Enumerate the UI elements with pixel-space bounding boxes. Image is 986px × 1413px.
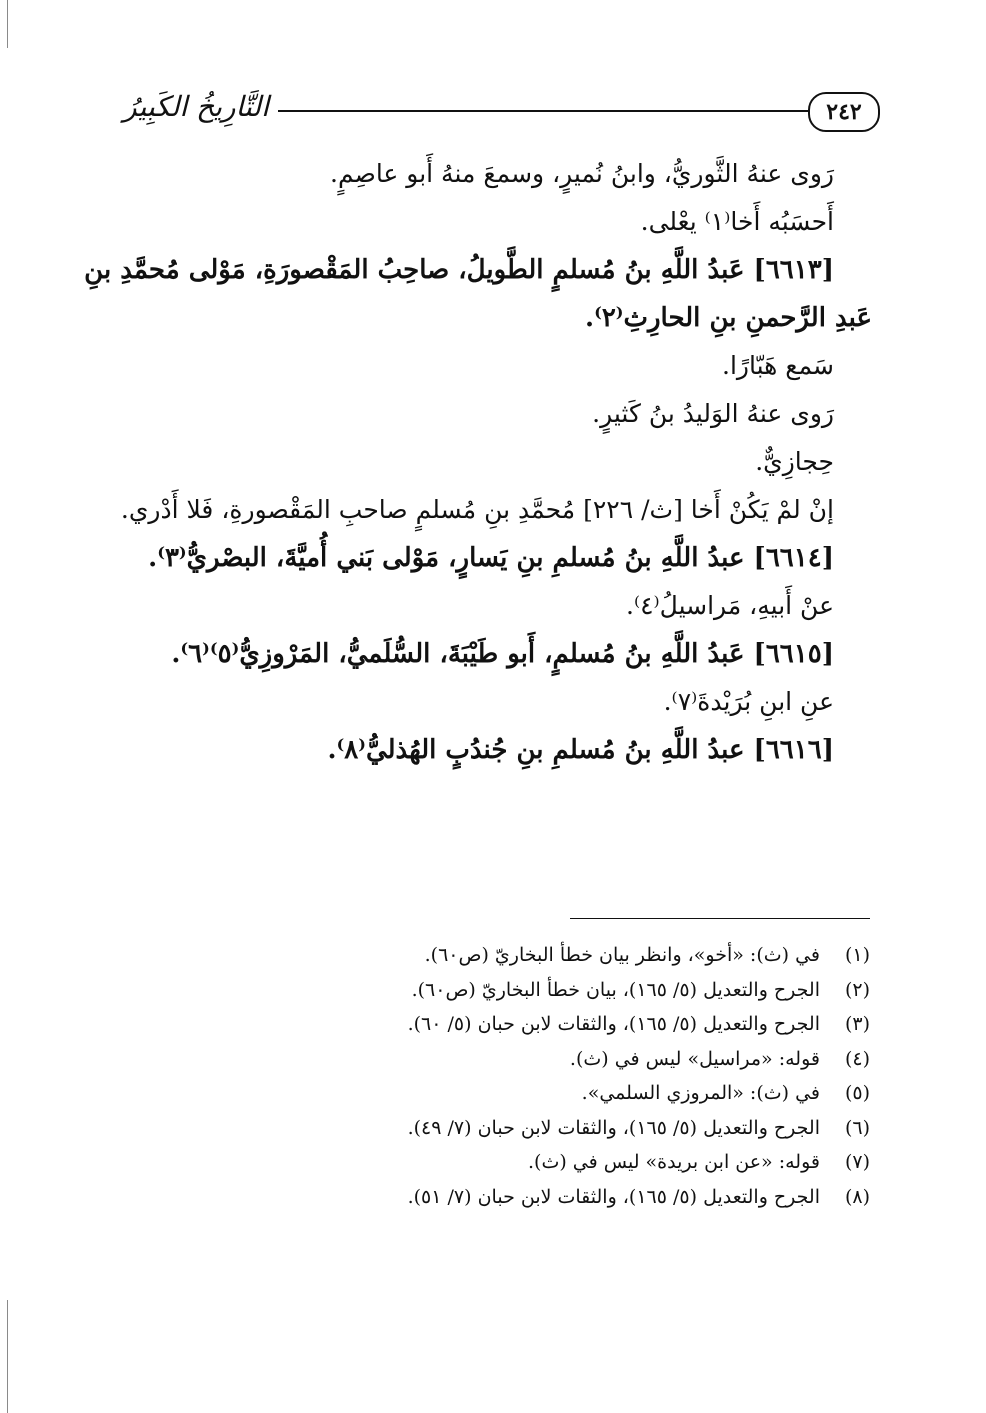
footnote <box>250 938 870 973</box>
footnote-separator <box>570 918 870 919</box>
footnote-text: قوله: «عن ابن بريدة» ليس في (ث). <box>528 1151 820 1173</box>
footnote-text: في (ث): «المروزي السلمي». <box>581 1082 820 1104</box>
text-line: عنِ ابنِ بُرَيْدةَ⁽٧⁾. <box>663 687 834 716</box>
footnote-number: (١) <box>844 944 870 966</box>
footnote-number: (٧) <box>844 1151 870 1173</box>
footnotes <box>250 938 870 1214</box>
footnote <box>250 1180 870 1215</box>
entry-heading-continuation: عَبدِ الرَّحمنِ بنِ الحارِثِ⁽٢⁾. <box>585 303 872 333</box>
text-line: رَوى عنهُ الثَّوريُّ، وابنُ نُميرٍ، وسمعَ منهُ أَبو عاصِمٍ. <box>330 159 834 188</box>
footnote-text: في (ث): «أخو»، وانظر بيان خطأ البخاريّ (ص٦٠). <box>424 944 820 966</box>
footnote-number: (٦) <box>844 1116 870 1139</box>
header-rule <box>278 110 808 112</box>
footnote-text: الجرح والتعديل (٥/ ١٦٥)، والثقات لابن حبان (٥/ ٦٠). <box>407 1013 820 1035</box>
entry-heading: [٦٦١٥] عَبدُ اللَّهِ بنُ مُسلمٍ، أَبو طَيْبَةَ، السُّلَميُّ، المَرْوزِيُّ⁽٥⁾⁽٦⁾. <box>171 639 834 669</box>
footnote-text: الجرح والتعديل (٥/ ١٦٥)، والثقات لابن حبان (٧/ ٤٩). <box>407 1116 820 1139</box>
entry-heading: [٦٦١٣] عَبدُ اللَّهِ بنُ مُسلمٍ الطَّويلُ، صاحِبُ المَقْصورَةِ، مَوْلى مُحمَّدِ بنِ <box>84 255 834 285</box>
text-line: عنْ أَبيهِ، مَراسيلُ⁽٤⁾. <box>626 591 834 620</box>
running-header <box>120 92 880 134</box>
footnote <box>250 973 870 1008</box>
footnote-number: (٨) <box>844 1185 870 1208</box>
footnote-text: قوله: «مراسيل» ليس في (ث). <box>569 1047 820 1070</box>
scan-edge-mark <box>7 1300 8 1413</box>
entry-heading: [٦٦١٦] عبدُ اللَّهِ بنُ مُسلمِ بنِ جُندُبٍ الهُذليُّ⁽٨⁾. <box>327 735 834 765</box>
text-line: حِجازِيٌّ. <box>755 447 834 476</box>
footnote <box>250 1042 870 1077</box>
footnote-number: (٢) <box>844 978 870 1001</box>
text-line: سَمع هَبّارًا. <box>722 351 834 380</box>
scan-edge-mark <box>7 0 8 48</box>
main-text <box>84 150 872 774</box>
footnote-number: (٤) <box>844 1047 870 1070</box>
entry-heading: [٦٦١٤] عبدُ اللَّهِ بنُ مُسلمِ بنِ يَسارٍ، مَوْلى بَني أُميَّةَ، البصْريُّ⁽٣⁾. <box>148 543 834 573</box>
book-title: التَّارِيخُ الكَبِيرُ <box>123 90 269 123</box>
footnote <box>250 1111 870 1146</box>
page-number: ٢٤٢ <box>808 92 880 132</box>
text-line: إنْ لمْ يَكُنْ أَخا [ث/ ٢٢٦] مُحمَّدِ بنِ مُسلمٍ صاحبِ المَقْصورةِ، فَلا أَدْري. <box>120 495 834 524</box>
footnote-text: الجرح والتعديل (٥/ ١٦٥)، بيان خطأ البخاريّ (ص٦٠). <box>411 978 820 1001</box>
text-line: أَحسَبُه أَخا⁽١⁾ يعْلى. <box>640 207 834 236</box>
footnote-number: (٣) <box>844 1013 870 1035</box>
footnote <box>250 1145 870 1180</box>
footnote-text: الجرح والتعديل (٥/ ١٦٥)، والثقات لابن حبان (٧/ ٥١). <box>407 1185 820 1208</box>
text-line: رَوى عنهُ الوَليدُ بنُ كَثيرٍ. <box>592 399 834 428</box>
footnote <box>250 1007 870 1042</box>
footnote-number: (٥) <box>844 1082 870 1104</box>
footnote <box>250 1076 870 1111</box>
